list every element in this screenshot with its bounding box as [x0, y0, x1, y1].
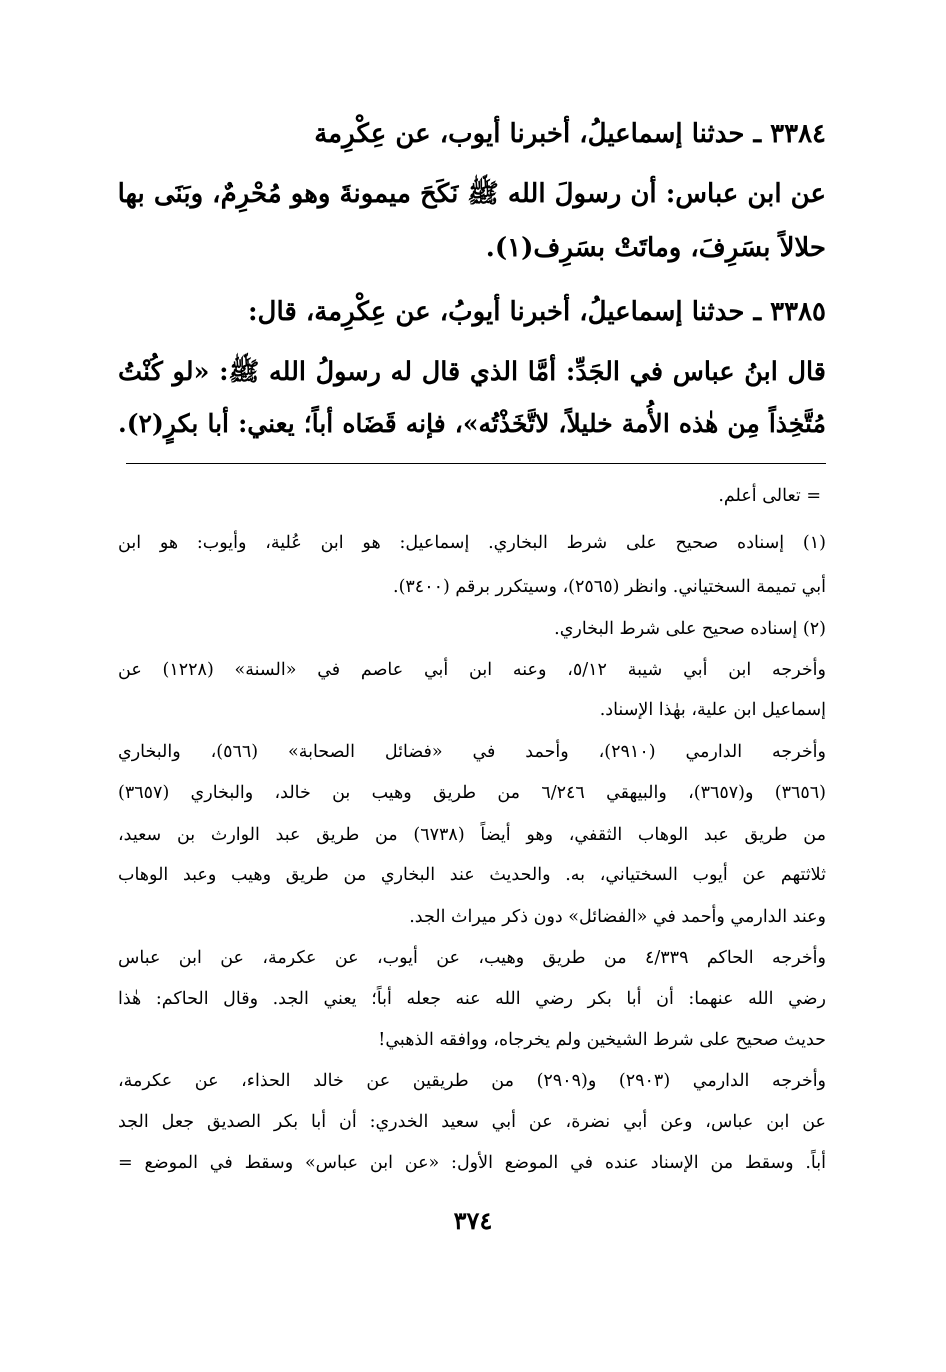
footnote-2-line-1: (٢) إسناده صحيح على شرط البخاري. [554, 619, 826, 639]
footnote-1-line-1: (١) إسناده صحيح على شرط البخاري. إسماعيل: هو ابن عُلية، وأيوب: هو ابن [118, 533, 826, 553]
footnote-p2-line-4: ثلاثتهم عن أيوب السختياني، به. والحديث عند البخاري من طريق وهيب وعبد الوهاب [118, 865, 826, 885]
footnote-1-line-2: أبي تميمة السختياني. وانظر (٢٥٦٥)، وسيتكرر برقم (٣٤٠٠). [393, 577, 826, 597]
footnote-p2-line-3: من طريق عبد الوهاب الثقفي، وهو أيضاً (٦٧٣٨) من طريق عبد الوارث بن سعيد، [118, 825, 826, 845]
hadith-3384-isnad: ٣٣٨٤ ـ حدثنا إسماعيلُ، أخبرنا أيوب، عن عِكْرِمة [314, 119, 826, 149]
footnote-p4-line-3: أباً. وسقط من الإسناد عنده في الموضع الأول: «عن ابن عباس» وسقط في الموضع = [118, 1153, 826, 1173]
footnote-p3-line-1: وأخرجه الحاكم ٤/٣٣٩ من طريق وهيب، عن أيوب، عن عكرمة، عن ابن عباس [118, 948, 826, 968]
footnote-p4-line-1: وأخرجه الدارمي (٢٩٠٣) و(٢٩٠٩) من طريقين عن خالد الحذاء، عن عكرمة، [118, 1071, 827, 1091]
hadith-3384-matn-line-2: حلالاً بسَرِفَ، وماتَتْ بسَرِف(١). [485, 233, 826, 263]
hadith-3384-matn-line-1: عن ابن عباس: أن رسولَ الله ﷺ نَكَحَ ميمونةَ وهو مُحْرِمٌ، وبَنَى بها [117, 179, 826, 209]
footnote-p1-line-1: وأخرجه ابن أبي شيبة ٥/١٢، وعنه ابن أبي عاصم في «السنة» (١٢٢٨) عن [118, 660, 826, 680]
hadith-3385-matn-line-1: قال ابنُ عباس في الجَدِّ: أمَّا الذي قال له رسولُ الله ﷺ: «لو كُنْتُ [118, 357, 826, 387]
hadith-3385-isnad: ٣٣٨٥ ـ حدثنا إسماعيلُ، أخبرنا أيوبُ، عن عِكْرِمة، قال: [247, 297, 826, 327]
footnote-p3-line-3: حديث صحيح على شرط الشيخين ولم يخرجاه، ووافقه الذهبي! [378, 1030, 826, 1050]
footnote-p2-line-1: وأخرجه الدارمي (٢٩١٠)، وأحمد في «فضائل الصحابة» (٥٦٦)، والبخاري [118, 742, 826, 762]
footnote-divider [126, 463, 826, 464]
hadith-3385-matn-line-2: مُتَّخِذاً مِن هٰذه الأُمة خليلاً، لاتَّخَذْتُه»، فإنه قَضَاه أباً؛ يعني: أبا بكرٍ(٢). [118, 409, 826, 438]
footnote-continuation: = تعالى أعلم. [718, 486, 821, 506]
footnote-p1-line-2: إسماعيل ابن علية، بهٰذا الإسناد. [599, 700, 826, 720]
page-number: ٣٧٤ [453, 1206, 493, 1235]
footnote-p3-line-2: رضي الله عنهما: أن أبا بكر رضي الله عنه جعله أباً؛ يعني الجد. وقال الحاكم: هٰذا [118, 989, 826, 1009]
footnote-p2-line-5: وعند الدارمي وأحمد في «الفضائل» دون ذكر ميراث الجد. [409, 907, 826, 927]
footnote-p4-line-2: عن ابن عباس، وعن أبي نضرة، عن أبي سعيد الخدري: أن أبا بكر الصديق جعل الجد [118, 1112, 826, 1132]
footnote-p2-line-2: (٣٦٥٦) و(٣٦٥٧)، والبيهقي ٦/٢٤٦ من طريق وهيب بن خالد، والبخاري (٣٦٥٧) [118, 783, 826, 803]
